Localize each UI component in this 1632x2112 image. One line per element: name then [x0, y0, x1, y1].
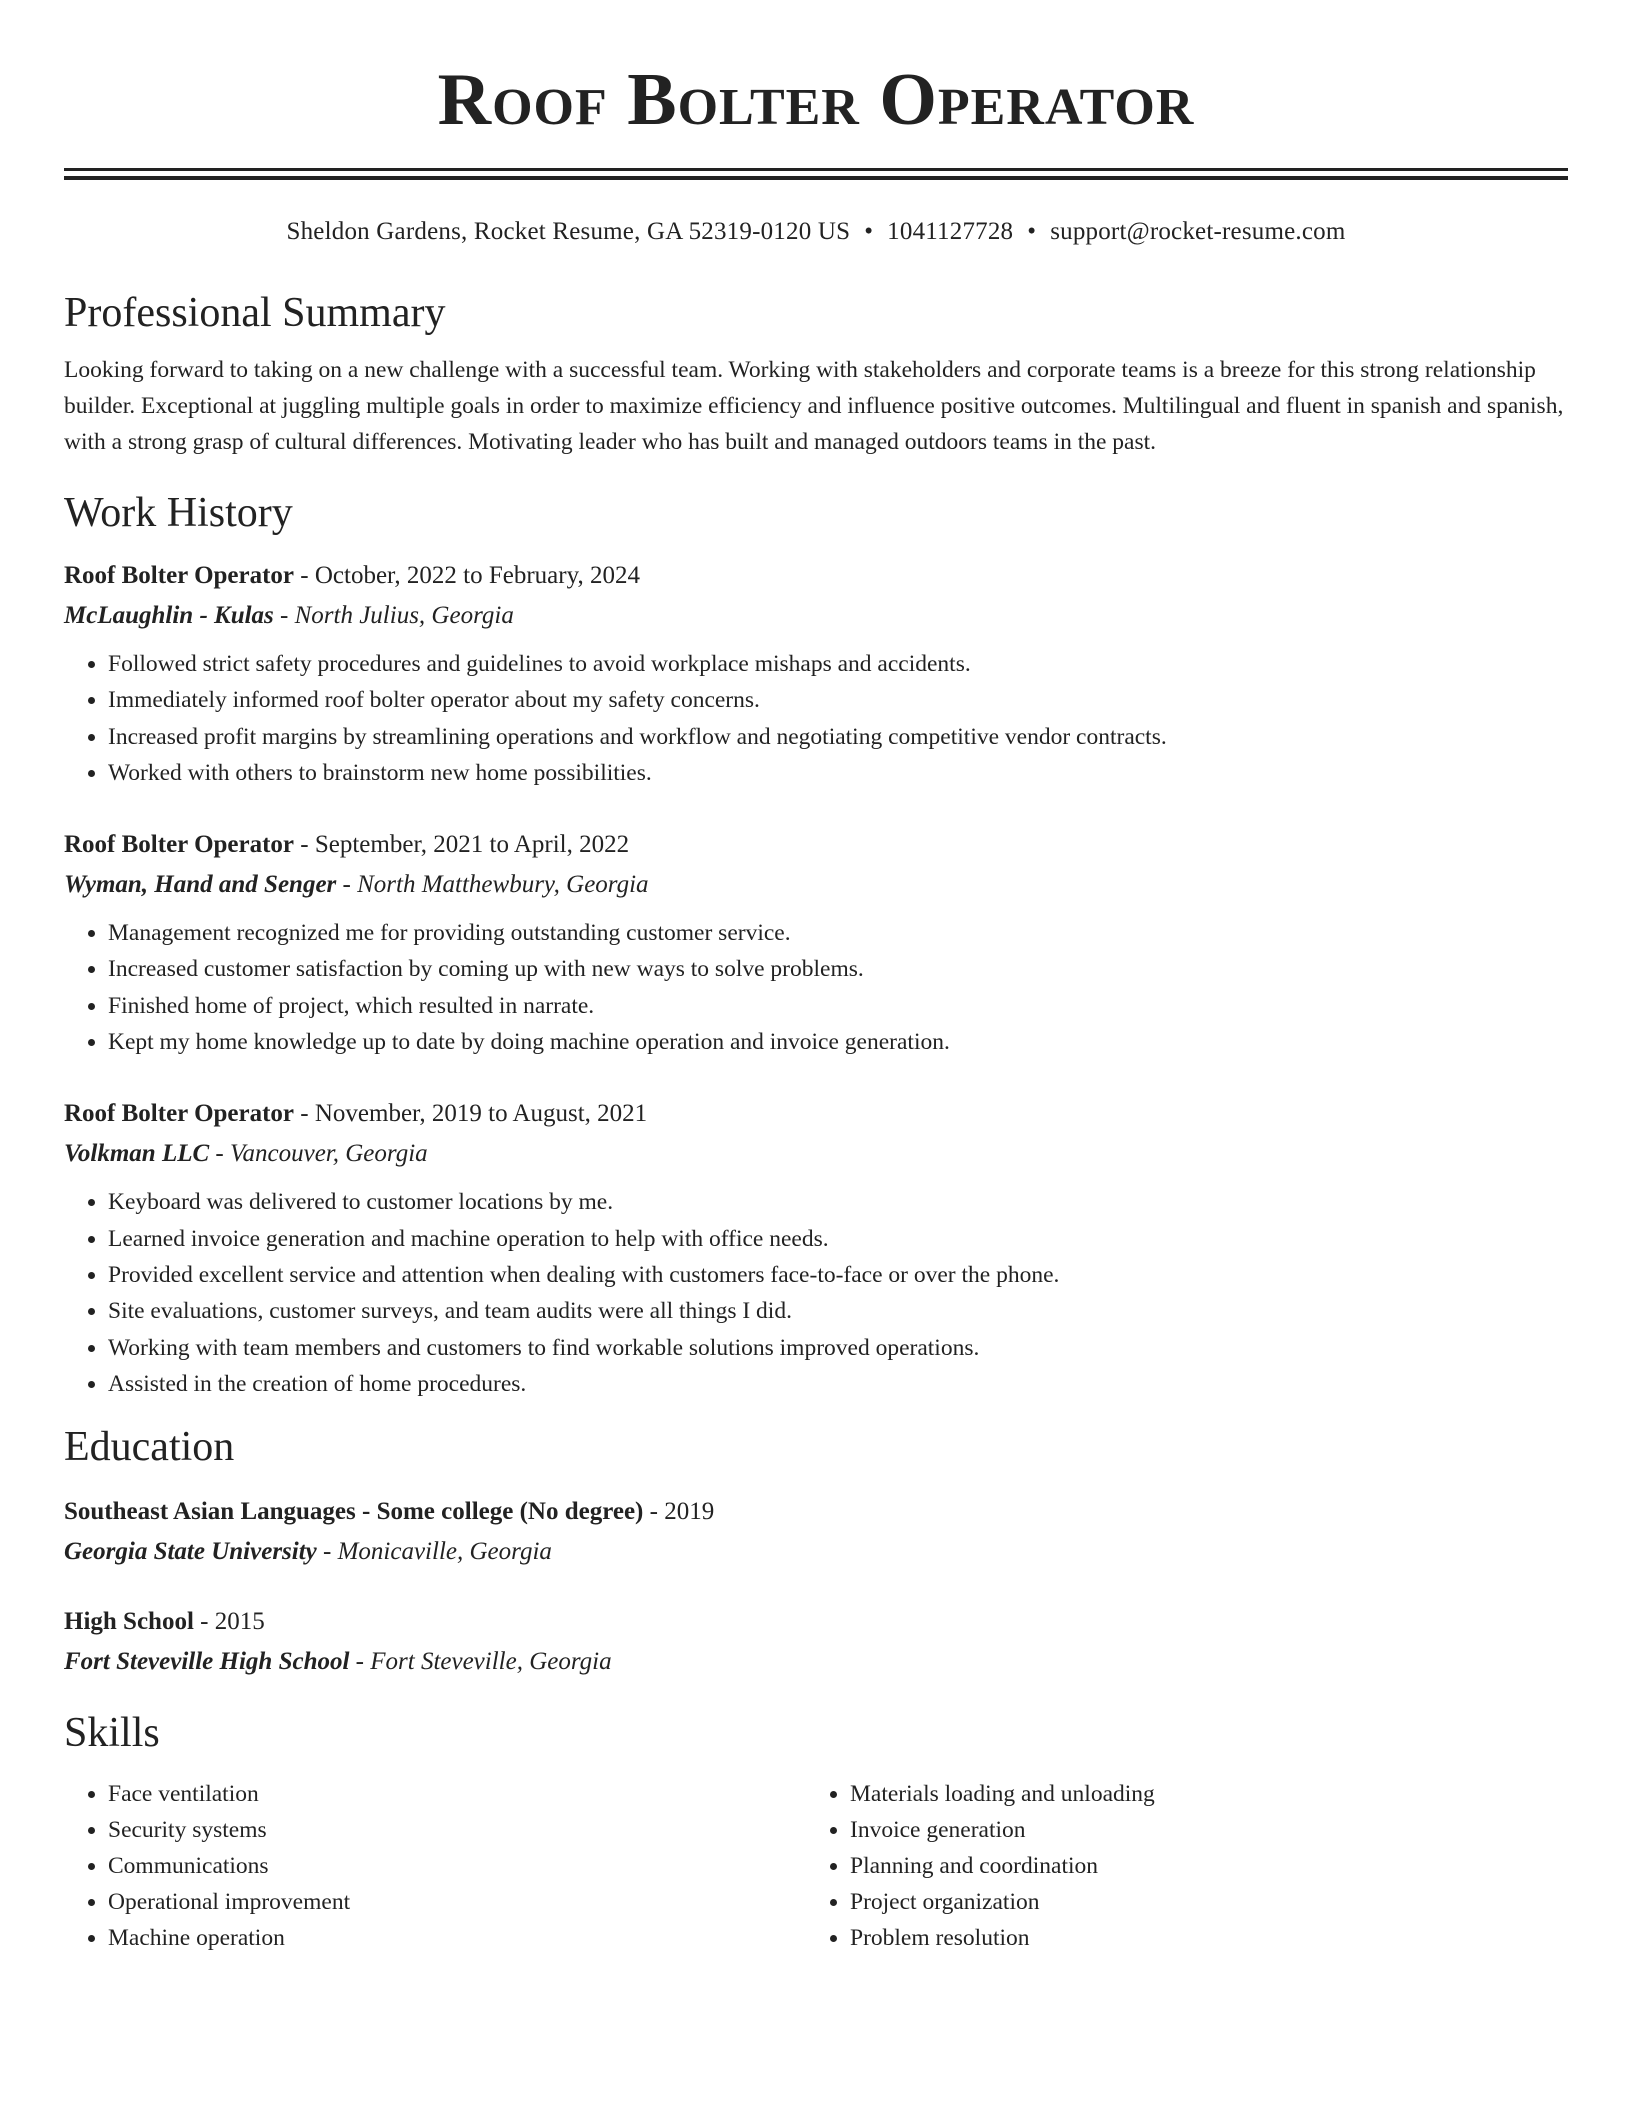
- skill-item: • Project organization: [850, 1884, 1548, 1920]
- education-header: [64, 1602, 1568, 1642]
- skills-heading: Skills: [64, 1710, 160, 1757]
- job-dates: - November, 2019 to August, 2021: [294, 1100, 648, 1128]
- job-entry: [64, 1094, 1568, 1402]
- job-role: Roof Bolter Operator: [64, 831, 295, 859]
- job-bullet: • Worked with others to brainstorm new home possibilities.: [108, 755, 1568, 791]
- job-bullet: • Site evaluations, customer surveys, and team audits were all things I did.: [108, 1293, 1568, 1329]
- job-bullets: [64, 1184, 1568, 1402]
- job-company: Volkman LLC: [64, 1140, 210, 1168]
- job-employer: [64, 596, 1568, 636]
- job-role: Roof Bolter Operator: [64, 1100, 295, 1128]
- education-location: - Fort Steveville, Georgia: [349, 1648, 612, 1676]
- contact-phone: 1041127728: [887, 218, 1014, 245]
- skill-item: • Invoice generation: [850, 1812, 1548, 1848]
- skills-list-right: [806, 1776, 1548, 1956]
- skill-item: • Planning and coordination: [850, 1848, 1548, 1884]
- job-company: McLaughlin - Kulas: [64, 602, 274, 629]
- job-bullet: • Assisted in the creation of home procedures.: [108, 1366, 1568, 1402]
- job-header: [64, 1094, 1568, 1134]
- education-year: - 2015: [193, 1608, 265, 1636]
- education-school: Georgia State University: [64, 1538, 317, 1566]
- work-history-heading: Work History: [64, 490, 293, 536]
- job-dates: - October, 2022 to February, 2024: [294, 562, 640, 589]
- education-heading: Education: [64, 1424, 235, 1471]
- summary-heading: Professional Summary: [64, 290, 446, 336]
- contact-separator: •: [1027, 218, 1037, 245]
- education-degree: Southeast Asian Languages - Some college (No degree): [64, 1498, 644, 1526]
- skill-item: • Face ventilation: [108, 1776, 806, 1812]
- job-bullet: • Kept my home knowledge up to date by doing machine operation and invoice generation.: [108, 1024, 1568, 1060]
- job-location: - Vancouver, Georgia: [209, 1140, 428, 1168]
- job-bullet: • Immediately informed roof bolter operator about my safety concerns.: [108, 682, 1568, 718]
- skills-columns: [64, 1776, 1568, 1956]
- contact-separator: •: [864, 218, 874, 245]
- job-dates: - September, 2021 to April, 2022: [294, 831, 630, 859]
- education-entry: [64, 1492, 1568, 1572]
- job-bullet: • Working with team members and customers to find workable solutions improved operations.: [108, 1330, 1568, 1366]
- job-header: [64, 825, 1568, 865]
- job-company: Wyman, Hand and Senger: [64, 871, 337, 899]
- job-bullets: [64, 646, 1568, 791]
- summary-text: Looking forward to taking on a new challenge with a successful team. Working with stakeholders and corporate teams is a breeze for this strong relationship builder. Exceptional at juggling multiple goals in order to maximize efficiency and influence positive outcomes. Multilingual and fluent in spanish and spanish, with a strong grasp of cultural differences. Motivating leader who has built and managed outdoors teams in the past.: [64, 357, 1564, 455]
- header-divider: [64, 168, 1568, 180]
- skill-item: • Machine operation: [108, 1920, 806, 1956]
- contact-address: Sheldon Gardens, Rocket Resume, GA 52319-0120 US: [286, 218, 851, 245]
- job-bullet: • Keyboard was delivered to customer locations by me.: [108, 1184, 1568, 1220]
- skills-list-left: [64, 1776, 806, 1956]
- job-bullet: • Provided excellent service and attention when dealing with customers face-to-face or over the phone.: [108, 1257, 1568, 1293]
- education-institution: [64, 1532, 1568, 1572]
- job-entry: [64, 556, 1568, 791]
- job-location: - North Matthewbury, Georgia: [336, 871, 649, 899]
- skill-item: • Problem resolution: [850, 1920, 1548, 1956]
- job-location: - North Julius, Georgia: [273, 602, 514, 629]
- job-bullet: • Increased profit margins by streamlining operations and workflow and negotiating competitive vendor contracts.: [108, 719, 1568, 755]
- contact-email: support@rocket-resume.com: [1050, 218, 1346, 245]
- job-bullet: • Finished home of project, which resulted in narrate.: [108, 988, 1568, 1024]
- contact-line: [64, 216, 1568, 248]
- education-school: Fort Steveville High School: [64, 1648, 350, 1676]
- job-employer: [64, 1134, 1568, 1174]
- education-year: - 2019: [643, 1498, 715, 1526]
- job-bullet: • Management recognized me for providing outstanding customer service.: [108, 915, 1568, 951]
- job-bullets: [64, 915, 1568, 1060]
- job-bullet: • Increased customer satisfaction by coming up with new ways to solve problems.: [108, 951, 1568, 987]
- job-header: [64, 556, 1568, 596]
- education-degree: High School: [64, 1608, 194, 1636]
- skill-item: • Materials loading and unloading: [850, 1776, 1548, 1812]
- education-institution: [64, 1642, 1568, 1682]
- education-location: - Monicaville, Georgia: [316, 1538, 552, 1566]
- skill-item: • Security systems: [108, 1812, 806, 1848]
- job-role: Roof Bolter Operator: [64, 562, 295, 589]
- skill-item: • Operational improvement: [108, 1884, 806, 1920]
- skill-item: • Communications: [108, 1848, 806, 1884]
- education-entry: [64, 1602, 1568, 1682]
- education-header: [64, 1492, 1568, 1532]
- job-bullet: • Followed strict safety procedures and guidelines to avoid workplace mishaps and accidents.: [108, 646, 1568, 682]
- job-bullet: • Learned invoice generation and machine operation to help with office needs.: [108, 1221, 1568, 1257]
- job-entry: [64, 825, 1568, 1060]
- job-employer: [64, 865, 1568, 905]
- candidate-name: Roof Bolter Operator: [437, 59, 1195, 141]
